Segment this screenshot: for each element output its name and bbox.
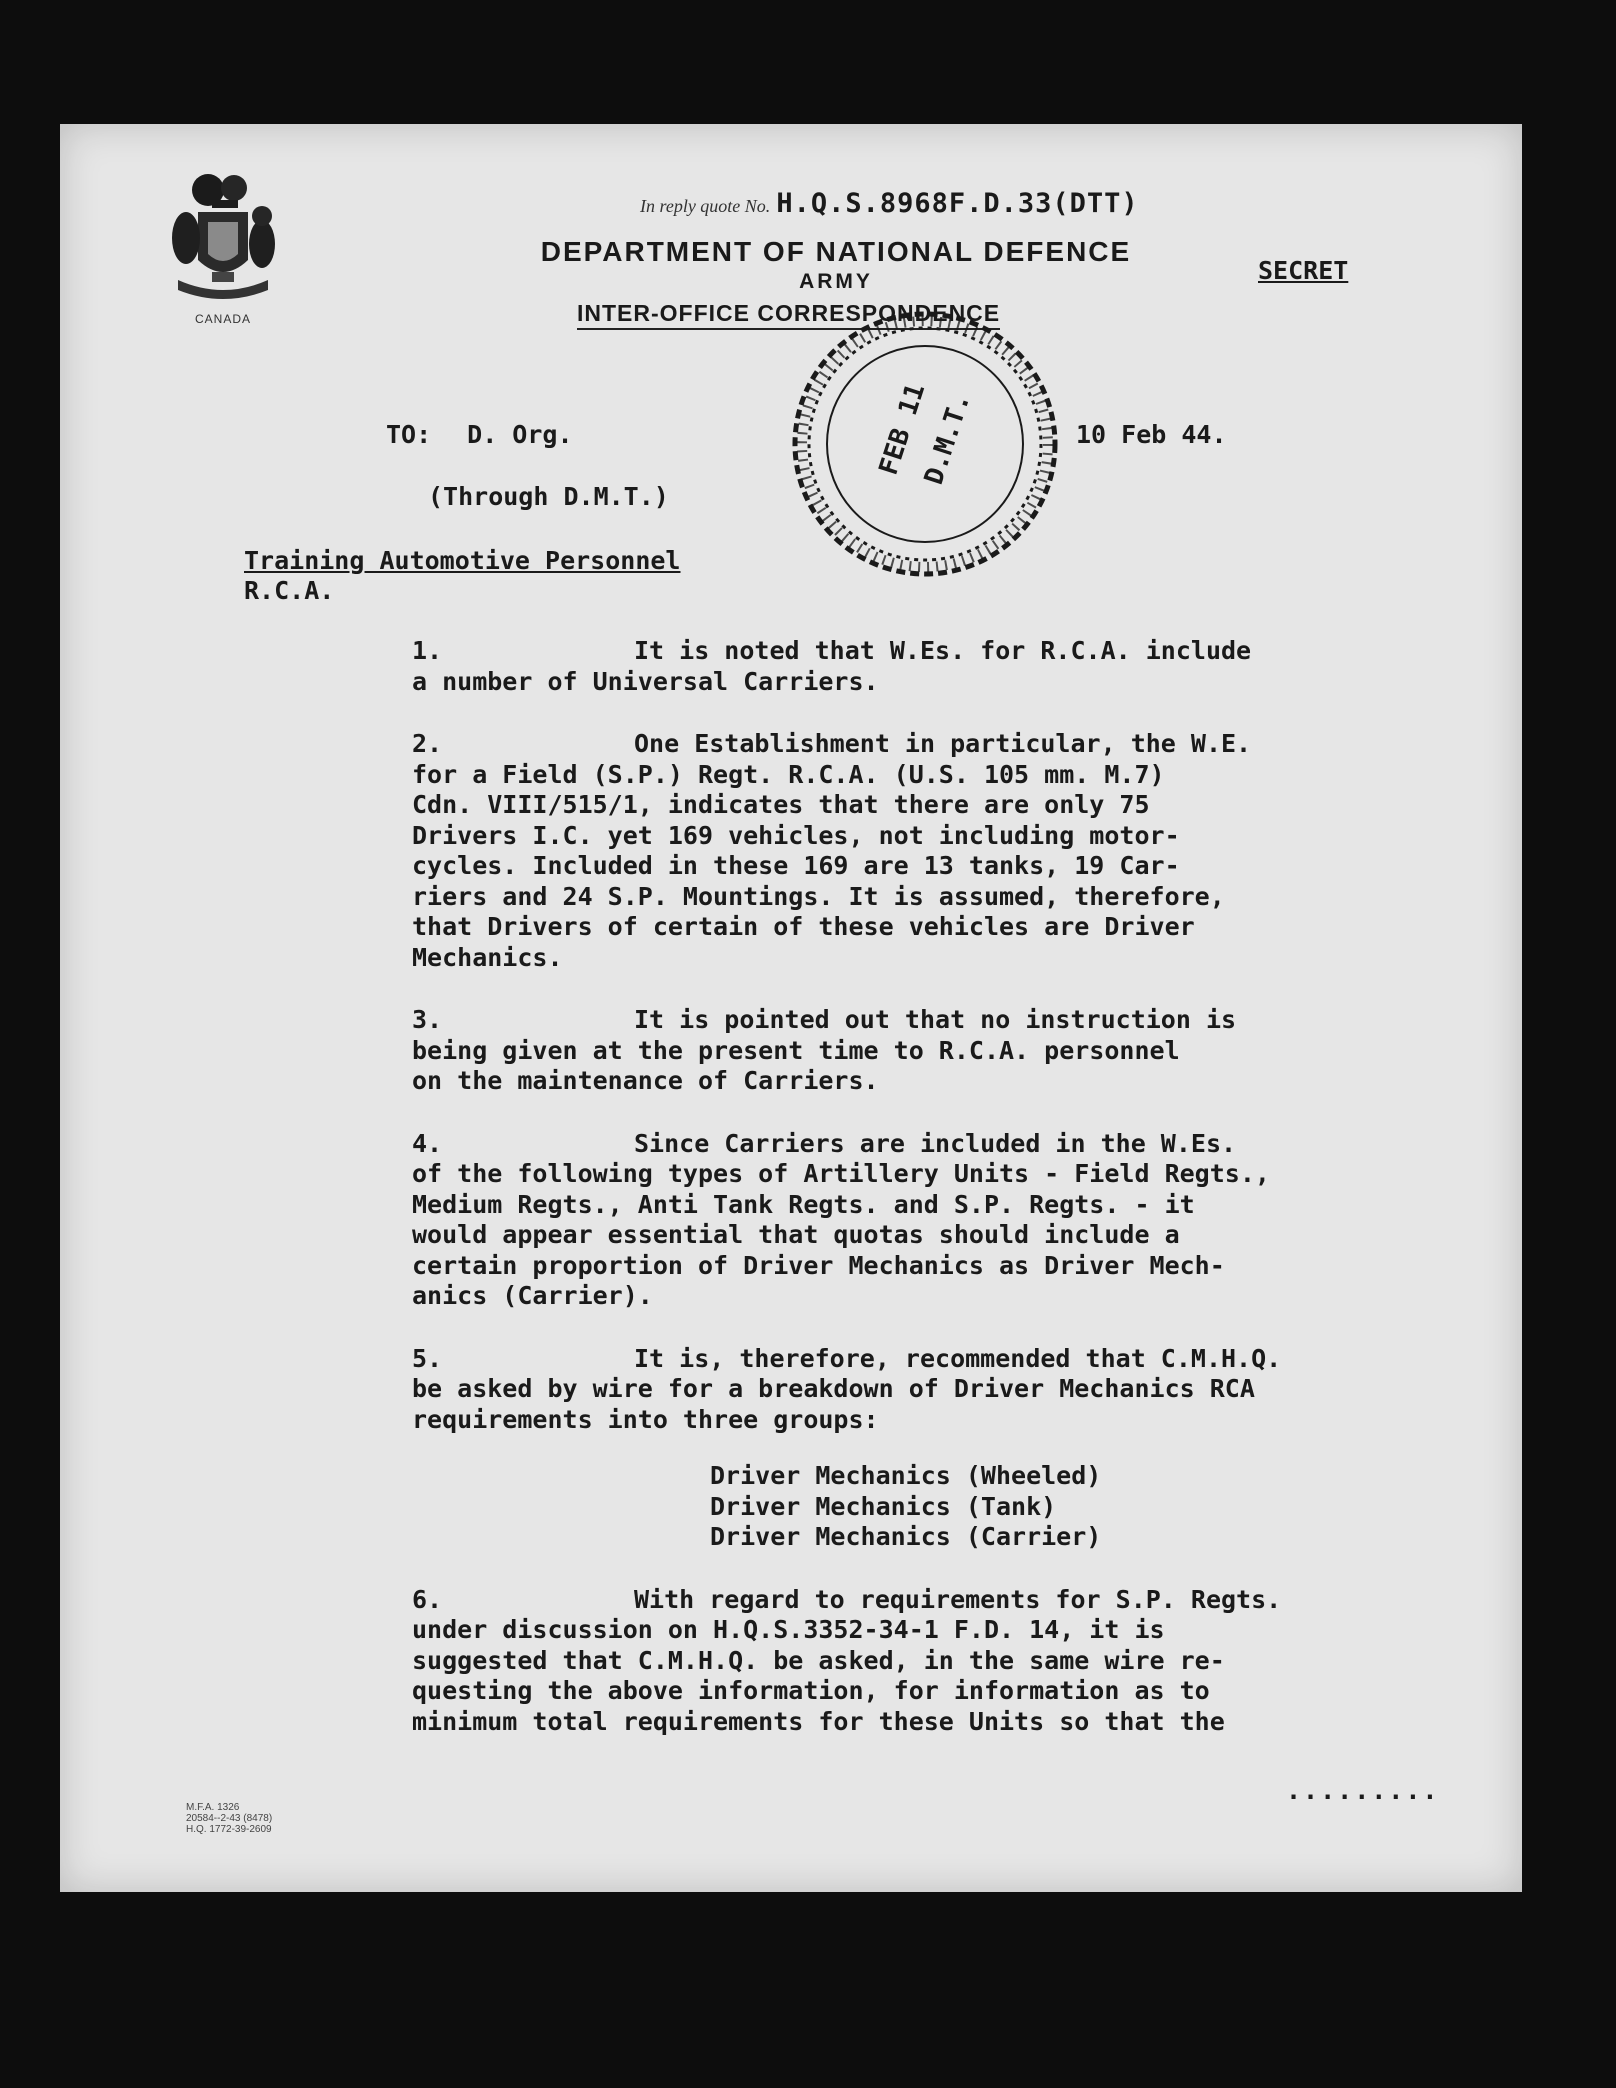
paragraph-text: One Establishment in particular, the W.E. (634, 729, 1252, 758)
paragraph-text: With regard to requirements for S.P. Regts. (634, 1584, 1282, 1614)
paragraph-number: 1. (412, 636, 443, 665)
paragraph-line (412, 636, 1462, 667)
paragraph-text: It is, therefore, recommended that C.M.H.Q. (634, 1343, 1282, 1373)
document-page (60, 124, 1522, 1892)
paragraph-line: would appear essential that quotas should include a (412, 1220, 1180, 1249)
group-item: Driver Mechanics (Carrier) (710, 1522, 1102, 1551)
paragraph-line (412, 729, 1462, 760)
paragraph-line: questing the above information, for information as to (412, 1676, 1210, 1705)
form-code-line: H.Q. 1772-39-2609 (186, 1824, 272, 1835)
form-code (186, 1802, 272, 1835)
to-line (386, 420, 573, 449)
paragraph-line: for a Field (S.P.) Regt. R.C.A. (U.S. 105 mm. M.7) (412, 759, 1165, 789)
paragraph-line: cycles. Included in these 169 are 13 tanks, 19 Car- (412, 851, 1180, 880)
paragraph-text: Since Carriers are included in the W.Es. (634, 1128, 1237, 1158)
paragraph-line: under discussion on H.Q.S.3352-34-1 F.D. 14, it is (412, 1615, 1165, 1644)
paragraph-2 (412, 729, 1462, 973)
paragraph-number: 2. (412, 729, 443, 758)
memo-body (412, 636, 1462, 1769)
form-code-line: 20584--2-43 (8478) (186, 1813, 273, 1824)
paragraph-line (412, 1005, 1462, 1036)
paragraph-line: Cdn. VIII/515/1, indicates that there are only 75 (412, 790, 1150, 819)
paragraph-line: anics (Carrier). (412, 1281, 653, 1310)
paragraph-line: certain proportion of Driver Mechanics as Driver Mech- (412, 1250, 1225, 1280)
stamp-office-text: D.M.T. (918, 389, 977, 489)
paragraph-line: on the maintenance of Carriers. (412, 1066, 879, 1095)
paragraph-line: suggested that C.M.H.Q. be asked, in the same wire re- (412, 1645, 1225, 1675)
department-title: DEPARTMENT OF NATIONAL DEFENCE (540, 236, 1132, 267)
received-stamp (760, 294, 1090, 594)
paragraph-6 (412, 1585, 1462, 1738)
paragraph-3 (412, 1005, 1462, 1097)
paragraph-line: that Drivers of certain of these vehicles are Driver (412, 912, 1195, 941)
form-code-line: M.F.A. 1326 (186, 1802, 240, 1813)
subject-line-2: R.C.A. (244, 576, 335, 605)
paragraph-line: being given at the present time to R.C.A. personnel (412, 1035, 1180, 1065)
reply-quote-number: H.Q.S.8968F.D.33(DTT) (776, 188, 1139, 219)
paragraph-line: riers and 24 S.P. Mountings. It is assumed, therefore, (412, 881, 1225, 911)
paragraph-text: It is noted that W.Es. for R.C.A. include (634, 636, 1252, 665)
paragraph-line (412, 1344, 1462, 1375)
crest-caption: CANADA (194, 312, 251, 326)
date-stamp-icon (760, 294, 1090, 594)
paragraph-line: Mechanics. (412, 942, 563, 972)
crest-icon (168, 168, 278, 308)
continuation-dots: ......... (1286, 1776, 1440, 1805)
paragraph-number: 6. (412, 1584, 443, 1614)
paragraph-text: It is pointed out that no instruction is (634, 1005, 1237, 1034)
paragraph-number: 5. (412, 1343, 443, 1373)
paragraph-line: be asked by wire for a breakdown of Driver Mechanics RCA (412, 1374, 1255, 1403)
paragraph-line: a number of Universal Carriers. (412, 666, 879, 696)
stamp-date-text: FEB 11 (873, 380, 932, 479)
group-item: Driver Mechanics (Tank) (710, 1491, 1057, 1521)
paragraph-5 (412, 1344, 1462, 1436)
paragraph-line: Medium Regts., Anti Tank Regts. and S.P. Regts. - it (412, 1189, 1195, 1219)
memo-date: 10 Feb 44. (1076, 420, 1227, 449)
paragraph-line: Drivers I.C. yet 169 vehicles, not including motor- (412, 820, 1180, 850)
paragraph-line (412, 1129, 1462, 1160)
reply-quote (640, 188, 1139, 219)
paragraph-line (412, 1585, 1462, 1616)
paragraph-line: of the following types of Artillery Units - Field Regts., (412, 1159, 1270, 1188)
service-title: ARMY (799, 270, 873, 293)
paragraph-1 (412, 636, 1462, 697)
driver-groups-list (710, 1461, 1462, 1553)
paragraph-number: 4. (412, 1128, 443, 1158)
to-value: D. Org. (467, 420, 573, 449)
subject-block (244, 546, 681, 606)
canada-coat-of-arms (168, 168, 278, 328)
through-line: (Through D.M.T.) (428, 482, 669, 511)
subject-line-1: Training Automotive Personnel (244, 546, 681, 575)
reply-quote-prefix: In reply quote No. (640, 196, 771, 216)
classification-label: SECRET (1258, 256, 1349, 285)
paragraph-4 (412, 1129, 1462, 1312)
paragraph-line: minimum total requirements for these Units so that the (412, 1706, 1225, 1736)
form-type-title: INTER-OFFICE CORRESPONDENCE (577, 300, 1000, 330)
group-item: Driver Mechanics (Wheeled) (710, 1461, 1102, 1490)
paragraph-number: 3. (412, 1005, 443, 1034)
to-label: TO: (386, 420, 432, 449)
paragraph-line: requirements into three groups: (412, 1404, 879, 1434)
